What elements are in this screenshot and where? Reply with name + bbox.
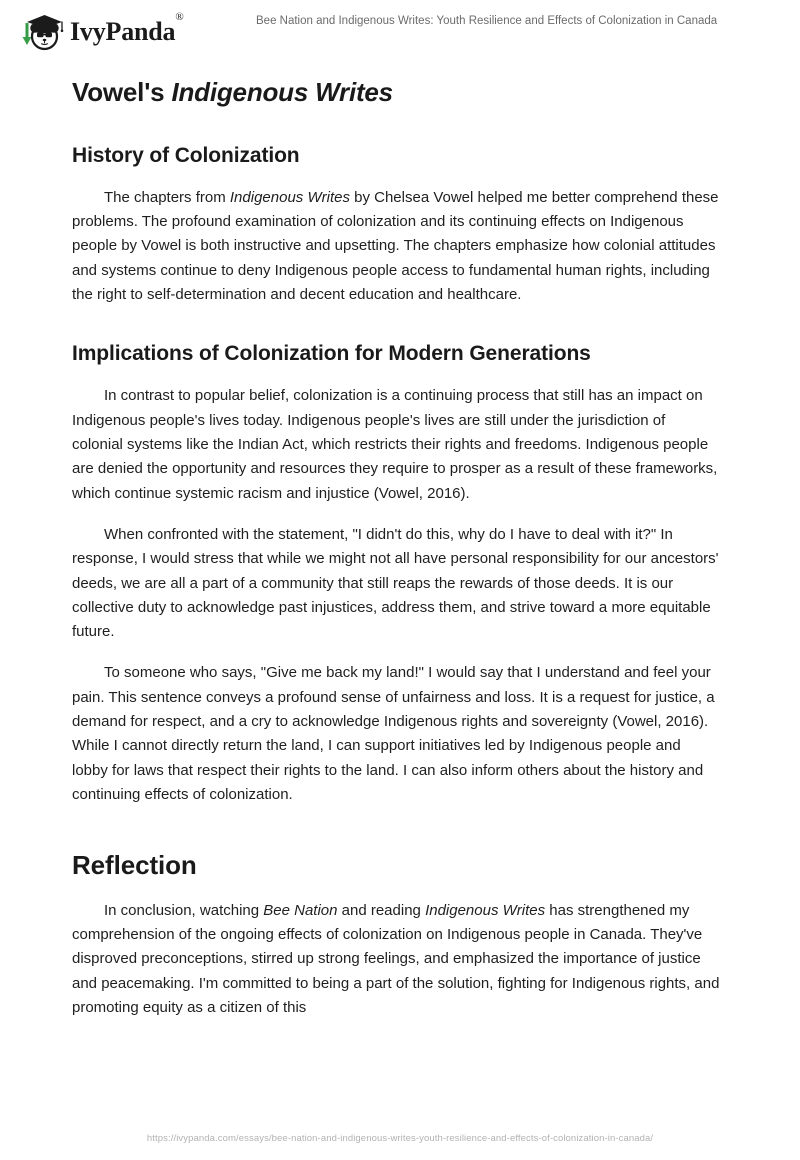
page-footer: [0, 1128, 800, 1146]
page-title-italic: Indigenous Writes: [171, 77, 393, 107]
registered-trademark-mark: ®: [175, 11, 184, 24]
page-title-plain: Vowel's: [72, 77, 172, 107]
page-title: [72, 76, 720, 109]
paragraph: When confronted with the statement, "I didn't do this, why do I have to deal with it?" In response, I would stress that while we might not all have personal responsibility for our ancestors' deeds, we are all a part of a community that still reaps the rewards of those deeds. It is our collective duty to acknowledge past injustices, address them, and strive toward a more equitable future.: [72, 525, 719, 641]
brand-wordmark: [70, 11, 184, 46]
footer-source-url: https://ivypanda.com/essays/bee-nation-and-indigenous-writes-youth-resilience-and-effects-of-colonization-in-canada/: [146, 1133, 654, 1144]
brand-name-text: IvyPanda: [70, 17, 176, 46]
paragraph: In contrast to popular belief, colonization is a continuing process that still has an impact on Indigenous people's lives today. Indigenous people's lives are still under the jurisdiction of colonial systems like the Indian Act, which restricts their rights and freedoms. Indigenous people are denied the opportunity and resources they require to prosper as a result of these frameworks, which continue systemic racism and injustice (Vowel, 2016).: [72, 387, 718, 502]
section-heading-implications-of-colonization: Implications of Colonization for Modern Generations: [72, 342, 591, 366]
paragraph: In conclusion, watching Bee Nation and reading Indigenous Writes has strengthened my comprehension of the ongoing effects of colonization on Indigenous people in Canada. They've disproved preconceptions, stirred up strong feelings, and emphasized the importance of justice and peacemaking. I'm committed to being a part of the solution, fighting for Indigenous rights, and promoting equity as a citizen of this: [72, 901, 720, 1016]
page-header: [0, 0, 800, 62]
brand-logo-link[interactable]: [16, 9, 184, 53]
paragraph: The chapters from Indigenous Writes by Chelsea Vowel helped me better comprehend these problems. The profound examination of colonization and its continuing effects on Indigenous people by Vowel is both instructive and upsetting. The chapters emphasize how colonial attitudes and systems continue to deny Indigenous people access to fundamental human rights, including the right to self-determination and decent education and healthcare.: [72, 188, 719, 303]
header-document-title: Bee Nation and Indigenous Writes: Youth Resilience and Effects of Colonization in Canada: [256, 15, 718, 27]
section-heading-history-of-colonization: History of Colonization: [72, 143, 300, 167]
panda-graduate-logo-icon: [16, 9, 64, 53]
paragraph: To someone who says, "Give me back my land!" I would say that I understand and feel your pain. This sentence conveys a profound sense of unfairness and loss. It is a request for justice, a demand for respect, and a cry to acknowledge Indigenous rights and sovereignty (Vowel, 2016). While I cannot directly return the land, I can support initiatives led by Indigenous people and lobby for laws that respect their rights to the land. I can also inform others about the history and continuing effects of colonization.: [72, 664, 715, 803]
section-heading-reflection: Reflection: [72, 850, 197, 881]
document-content: [72, 68, 720, 1020]
